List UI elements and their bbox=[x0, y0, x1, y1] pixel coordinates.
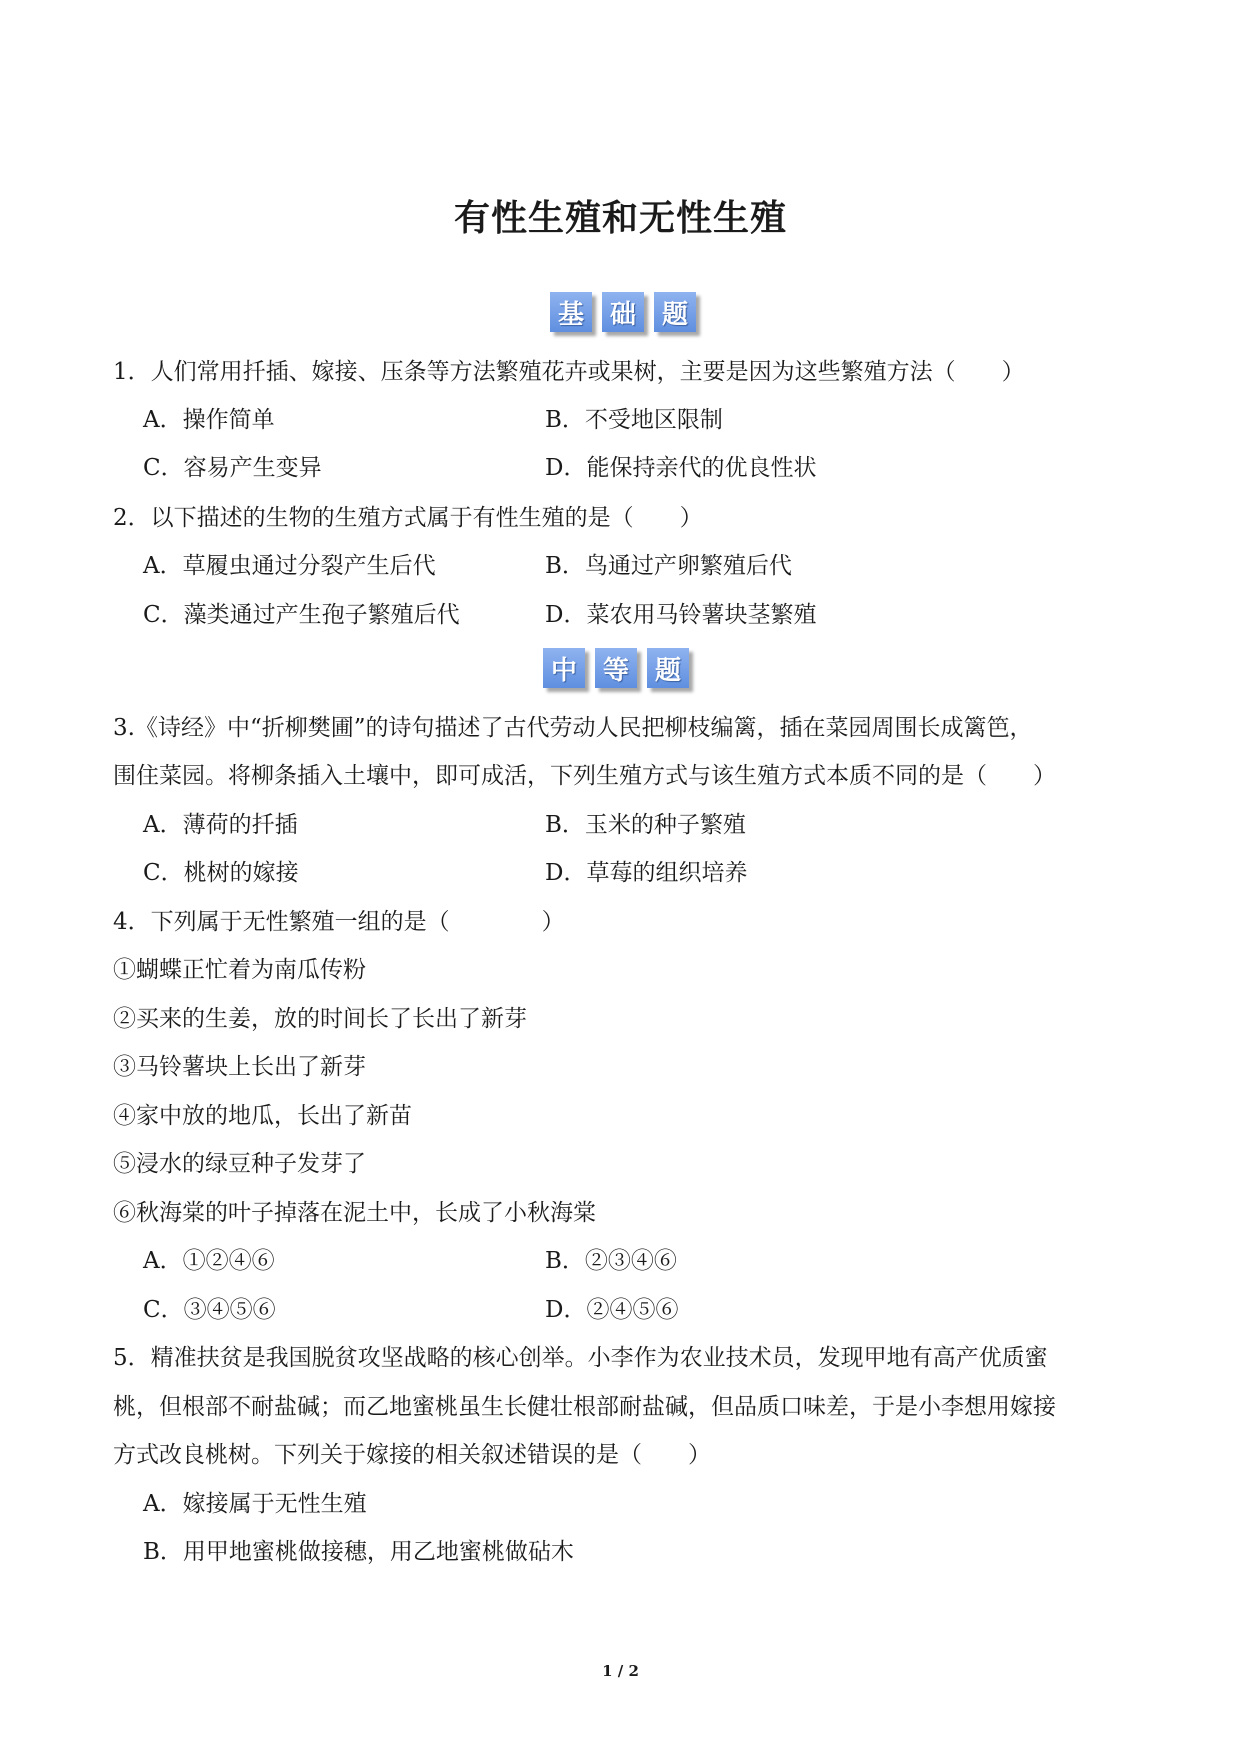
question-4-item: ⑥秋海棠的叶子掉落在泥土中，长成了小秋海棠 bbox=[113, 1200, 596, 1226]
question-4-stem: 4．下列属于无性繁殖一组的是（ ） bbox=[113, 909, 565, 935]
question-4-option-b: B．②③④⑥ bbox=[545, 1248, 677, 1274]
question-5-option-a: A．嫁接属于无性生殖 bbox=[143, 1491, 367, 1517]
question-5-stem-line-3: 方式改良桃树。下列关于嫁接的相关叙述错误的是（ ） bbox=[113, 1442, 711, 1468]
section-char: 基 bbox=[550, 292, 592, 332]
question-4-option-d: D．②④⑤⑥ bbox=[545, 1297, 679, 1323]
question-3-option-c: C．桃树的嫁接 bbox=[143, 860, 299, 886]
question-3-option-a: A．薄荷的扦插 bbox=[143, 812, 298, 838]
question-3-option-b: B．玉米的种子繁殖 bbox=[545, 812, 746, 838]
question-1-option-a: A．操作简单 bbox=[143, 407, 275, 433]
section-char: 题 bbox=[647, 648, 689, 688]
question-5-option-b: B．用甲地蜜桃做接穗，用乙地蜜桃做砧木 bbox=[143, 1539, 574, 1565]
page-number: 1 / 2 bbox=[602, 1662, 639, 1680]
question-2-option-b: B．鸟通过产卵繁殖后代 bbox=[545, 553, 792, 579]
question-1-stem: 1．人们常用扦插、嫁接、压条等方法繁殖花卉或果树，主要是因为这些繁殖方法（ ） bbox=[113, 359, 1025, 385]
question-4-option-a: A．①②④⑥ bbox=[143, 1248, 275, 1274]
question-4-item: ②买来的生姜，放的时间长了长出了新芽 bbox=[113, 1006, 527, 1032]
question-4-item: ④家中放的地瓜，长出了新苗 bbox=[113, 1103, 412, 1129]
question-1-option-d: D．能保持亲代的优良性状 bbox=[545, 455, 817, 481]
section-medium-badge bbox=[543, 648, 689, 688]
question-1-option-c: C．容易产生变异 bbox=[143, 455, 322, 481]
section-char: 等 bbox=[595, 648, 637, 688]
section-char: 中 bbox=[543, 648, 585, 688]
question-4-item: ⑤浸水的绿豆种子发芽了 bbox=[113, 1151, 366, 1177]
question-2-stem: 2．以下描述的生物的生殖方式属于有性生殖的是（ ） bbox=[113, 505, 703, 531]
question-2-option-d: D．菜农用马铃薯块茎繁殖 bbox=[545, 602, 817, 628]
question-4-option-c: C．③④⑤⑥ bbox=[143, 1297, 276, 1323]
question-2-option-a: A．草履虫通过分裂产生后代 bbox=[143, 553, 436, 579]
section-char: 题 bbox=[654, 292, 696, 332]
question-5-stem-line-2: 桃，但根部不耐盐碱；而乙地蜜桃虽生长健壮根部耐盐碱，但品质口味差，于是小李想用嫁接 bbox=[113, 1394, 1056, 1420]
question-4-item: ③马铃薯块上长出了新芽 bbox=[113, 1054, 366, 1080]
question-5-stem-line-1: 5．精准扶贫是我国脱贫攻坚战略的核心创举。小李作为农业技术员，发现甲地有高产优质蜜 bbox=[113, 1345, 1048, 1371]
page-title: 有性生殖和无性生殖 bbox=[453, 198, 787, 239]
question-2-option-c: C．藻类通过产生孢子繁殖后代 bbox=[143, 602, 460, 628]
section-basic-badge bbox=[550, 292, 696, 332]
question-3-stem-line-2: 围住菜园。将柳条插入土壤中，即可成活，下列生殖方式与该生殖方式本质不同的是（ ） bbox=[113, 763, 1056, 789]
section-char: 础 bbox=[602, 292, 644, 332]
question-4-item: ①蝴蝶正忙着为南瓜传粉 bbox=[113, 957, 366, 983]
question-3-stem-line-1: 3.《诗经》中“折柳樊圃”的诗句描述了古代劳动人民把柳枝编篱，插在菜园周围长成篱笆， bbox=[113, 715, 1033, 741]
question-1-option-b: B．不受地区限制 bbox=[545, 407, 723, 433]
question-3-option-d: D．草莓的组织培养 bbox=[545, 860, 748, 886]
